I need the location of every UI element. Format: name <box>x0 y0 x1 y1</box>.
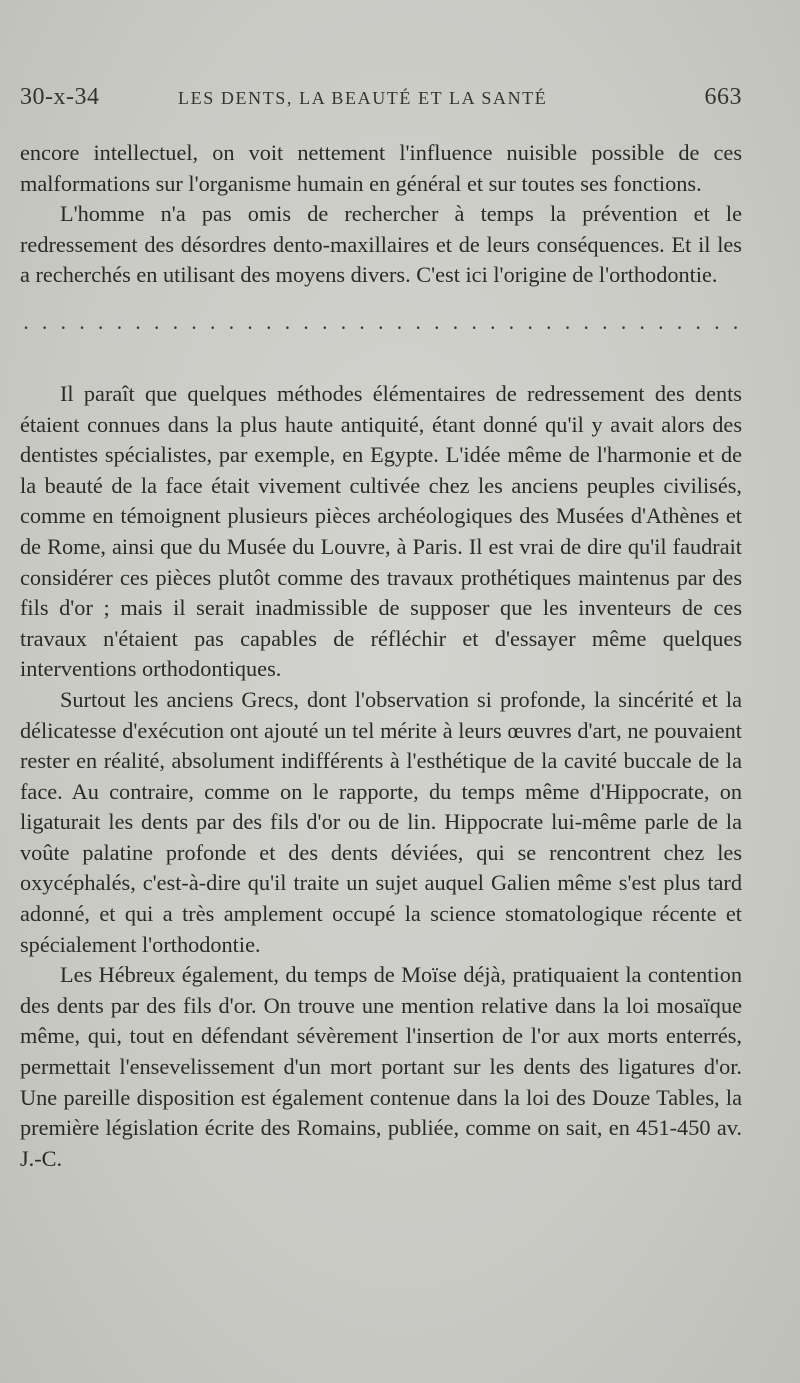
ellipsis-separator: · · · · · · · · · · · · · · · · · · · · · · · · · · · · · · · · · · · · · · · <box>22 314 740 340</box>
paragraph: Surtout les anciens Grecs, dont l'observation si profonde, la sincérité et la délicatesse d'exécution ont ajouté un tel mérite à leurs œuvres d'art, ne pouvaient rester en réalité, absolument indifférents à l'esthétique de la cavité buccale de la face. Au contraire, comme on le rapporte, du temps même d'Hippocrate, on ligaturait les dents par des fils d'or ou de lin. Hippocrate lui-même parle de la voûte palatine profonde et des dents déviées, qui se rencontrent chez les oxycéphalés, c'est-à-dire qu'il traite un sujet auquel Galien même s'est plus tard adonné, et qui a très amplement occupé la science stomatologique récente et spécialement l'orthodontie. <box>20 686 742 957</box>
paragraph: L'homme n'a pas omis de rechercher à temps la prévention et le redressement des désordres dento-maxillaires et de leurs conséquences. Et il les a recherchés en utilisant des moyens divers. C'est ici l'origine de l'orthodontie. <box>20 201 742 288</box>
page-number: 663 <box>704 84 742 110</box>
paragraph: Les Hébreux également, du temps de Moïse déjà, pratiquaient la contention des dents par des fils d'or. On trouve une mention relative dans la loi mosaïque même, qui, tout en défendant sévèrement l'insertion de l'or aux morts enterrés, permettait l'ensevelissement d'un mort portant sur les dents des ligatures d'or. Une pareille disposition est également contenue dans la loi des Douze Tables, la première législation écrite des Romains, publiée, comme on sait, en 451-450 av. J.-C. <box>20 962 742 1171</box>
paragraph: Il paraît que quelques méthodes élémentaires de redressement des dents étaient connues dans la plus haute antiquité, étant donné qu'il y avait alors des dentistes spécialistes, par exemple, en Egypte. L'idée même de l'harmonie et de la beauté de la face était vivement cultivée chez les anciens peuples civilisés, comme en témoignent plusieurs pièces archéologiques des Musées d'Athènes et de Rome, ainsi que du Musée du Louvre, à Paris. Il est vrai de dire qu'il faudrait considérer ces pièces plutôt comme des travaux prothétiques maintenus par des fils d'or ; mais il serait inadmissible de supposer que les inventeurs de ces travaux n'étaient pas capables de réfléchir et d'essayer même quelques interventions orthodontiques. <box>20 380 742 682</box>
paragraph-continued: encore intellectuel, on voit nettement l'influence nuisible possible de ces malformations sur l'organisme humain en général et sur toutes ses fonctions. <box>20 140 742 196</box>
header-date: 30-x-34 <box>20 84 100 110</box>
body-text <box>20 138 742 1174</box>
section-break <box>20 343 742 379</box>
running-head <box>20 84 742 120</box>
running-title: LES DENTS, LA BEAUTÉ ET LA SANTÉ <box>178 88 548 108</box>
